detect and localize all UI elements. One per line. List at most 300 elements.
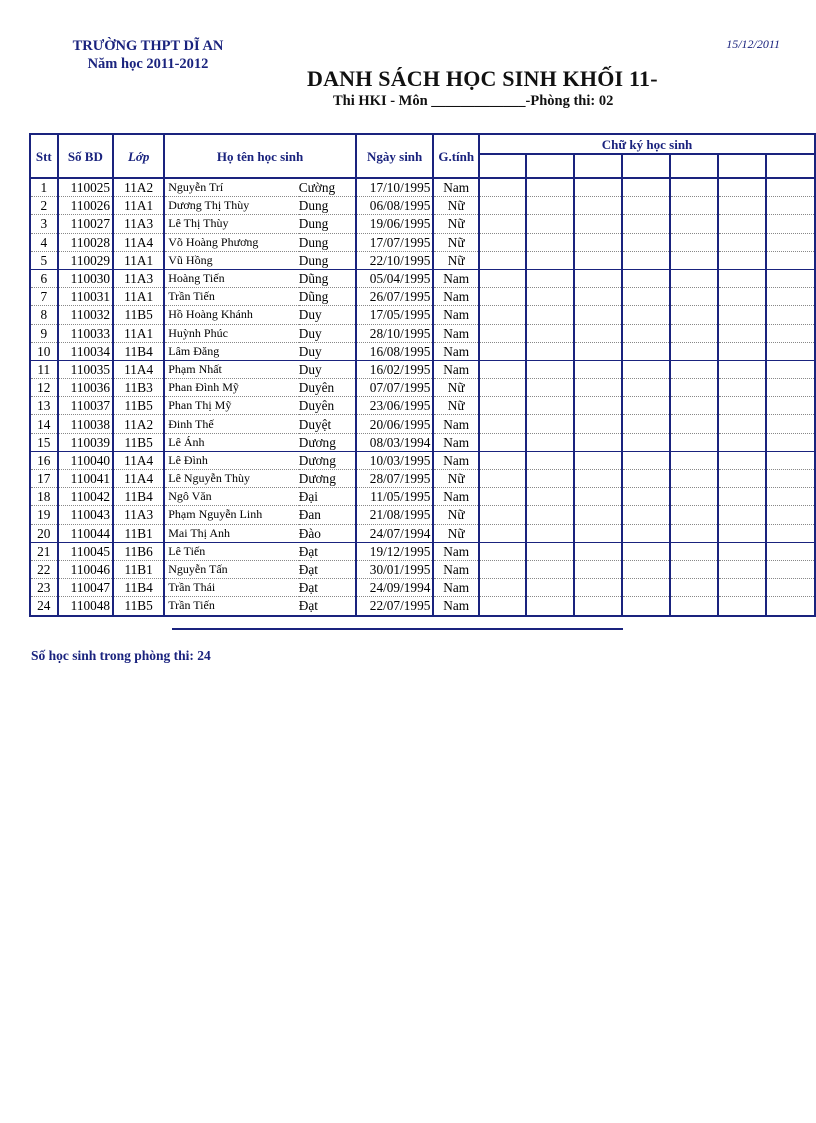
row-dob: 22/07/1995 (356, 597, 433, 616)
signature-cell[interactable] (766, 269, 815, 287)
signature-cell[interactable] (526, 542, 575, 560)
header-gender: G.tính (433, 134, 479, 178)
row-class: 11A4 (113, 451, 164, 469)
signature-cell[interactable] (526, 233, 575, 251)
signature-cell[interactable] (479, 397, 526, 415)
signature-cell[interactable] (718, 379, 767, 397)
row-gender: Nữ (433, 251, 479, 269)
row-class: 11B5 (113, 397, 164, 415)
signature-cell[interactable] (574, 451, 622, 469)
signature-cell[interactable] (718, 415, 767, 433)
header-sbd: Số BD (58, 134, 113, 178)
signature-cell[interactable] (670, 506, 718, 524)
signature-cell[interactable] (574, 415, 622, 433)
row-stt: 7 (30, 288, 58, 306)
row-sbd: 110027 (58, 215, 113, 233)
row-dob: 24/07/1994 (356, 524, 433, 542)
signature-cell[interactable] (718, 360, 767, 378)
row-dob: 17/07/1995 (356, 233, 433, 251)
signature-cell[interactable] (526, 470, 575, 488)
signature-cell[interactable] (670, 324, 718, 342)
signature-cell[interactable] (526, 306, 575, 324)
signature-cell[interactable] (622, 488, 671, 506)
signature-cell[interactable] (479, 379, 526, 397)
signature-cell[interactable] (766, 415, 815, 433)
table-row (30, 324, 815, 342)
signature-cell[interactable] (574, 597, 622, 616)
row-gender: Nam (433, 597, 479, 616)
row-class: 11B4 (113, 488, 164, 506)
signature-cell[interactable] (766, 288, 815, 306)
signature-cell[interactable] (574, 215, 622, 233)
signature-cell[interactable] (766, 215, 815, 233)
row-stt: 8 (30, 306, 58, 324)
signature-cell[interactable] (574, 542, 622, 560)
row-surname: Phan Thị Mỹ (164, 397, 298, 415)
row-class: 11A4 (113, 360, 164, 378)
row-gender: Nam (433, 324, 479, 342)
signature-cell[interactable] (766, 506, 815, 524)
table-row (30, 433, 815, 451)
signature-cell[interactable] (574, 579, 622, 597)
signature-cell[interactable] (718, 288, 767, 306)
signature-cell[interactable] (766, 233, 815, 251)
signature-cell[interactable] (670, 215, 718, 233)
row-stt: 20 (30, 524, 58, 542)
signature-subcell (622, 154, 671, 178)
signature-cell[interactable] (670, 470, 718, 488)
signature-cell[interactable] (526, 251, 575, 269)
row-given-name: Duyên (299, 397, 356, 415)
row-dob: 20/06/1995 (356, 415, 433, 433)
row-given-name: Đan (299, 506, 356, 524)
signature-cell[interactable] (718, 597, 767, 616)
row-class: 11B6 (113, 542, 164, 560)
signature-cell[interactable] (766, 397, 815, 415)
signature-cell[interactable] (718, 269, 767, 287)
table-row (30, 451, 815, 469)
row-surname: Dương Thị Thùy (164, 197, 298, 215)
signature-cell[interactable] (479, 215, 526, 233)
row-class: 11A4 (113, 470, 164, 488)
row-sbd: 110030 (58, 269, 113, 287)
row-dob: 24/09/1994 (356, 579, 433, 597)
signature-cell[interactable] (574, 324, 622, 342)
signature-cell[interactable] (718, 178, 767, 197)
signature-cell[interactable] (526, 451, 575, 469)
signature-cell[interactable] (622, 451, 671, 469)
signature-cell[interactable] (670, 397, 718, 415)
signature-cell[interactable] (622, 397, 671, 415)
row-dob: 21/08/1995 (356, 506, 433, 524)
signature-cell[interactable] (526, 178, 575, 197)
signature-cell[interactable] (622, 379, 671, 397)
row-gender: Nam (433, 178, 479, 197)
table-row (30, 197, 815, 215)
signature-cell[interactable] (670, 197, 718, 215)
row-stt: 23 (30, 579, 58, 597)
row-stt: 9 (30, 324, 58, 342)
header-name: Họ tên học sinh (164, 134, 356, 178)
signature-cell[interactable] (574, 197, 622, 215)
row-dob: 17/05/1995 (356, 306, 433, 324)
signature-cell[interactable] (526, 415, 575, 433)
row-given-name: Đạt (299, 579, 356, 597)
row-sbd: 110037 (58, 397, 113, 415)
signature-cell[interactable] (766, 524, 815, 542)
signature-cell[interactable] (574, 360, 622, 378)
signature-cell[interactable] (622, 178, 671, 197)
signature-cell[interactable] (622, 215, 671, 233)
row-stt: 18 (30, 488, 58, 506)
signature-cell[interactable] (718, 579, 767, 597)
signature-cell[interactable] (479, 197, 526, 215)
signature-cell[interactable] (766, 451, 815, 469)
signature-cell[interactable] (718, 197, 767, 215)
row-given-name: Duy (299, 342, 356, 360)
signature-cell[interactable] (766, 579, 815, 597)
signature-cell[interactable] (526, 524, 575, 542)
row-gender: Nữ (433, 397, 479, 415)
signature-cell[interactable] (670, 542, 718, 560)
row-class: 11A3 (113, 215, 164, 233)
signature-cell[interactable] (622, 342, 671, 360)
signature-cell[interactable] (574, 433, 622, 451)
row-sbd: 110044 (58, 524, 113, 542)
signature-cell[interactable] (479, 178, 526, 197)
signature-cell[interactable] (574, 306, 622, 324)
signature-cell[interactable] (574, 178, 622, 197)
signature-cell[interactable] (574, 269, 622, 287)
signature-cell[interactable] (622, 506, 671, 524)
signature-cell[interactable] (479, 542, 526, 560)
signature-cell[interactable] (526, 360, 575, 378)
signature-cell[interactable] (766, 324, 815, 342)
row-given-name: Đạt (299, 542, 356, 560)
row-class: 11A3 (113, 506, 164, 524)
row-class: 11B5 (113, 597, 164, 616)
table-row (30, 306, 815, 324)
row-given-name: Đại (299, 488, 356, 506)
signature-cell[interactable] (622, 542, 671, 560)
signature-cell[interactable] (670, 251, 718, 269)
signature-cell[interactable] (479, 306, 526, 324)
signature-cell[interactable] (574, 506, 622, 524)
signature-cell[interactable] (622, 470, 671, 488)
row-class: 11B1 (113, 560, 164, 578)
signature-cell[interactable] (479, 488, 526, 506)
signature-cell[interactable] (526, 379, 575, 397)
signature-cell[interactable] (766, 542, 815, 560)
row-sbd: 110031 (58, 288, 113, 306)
row-surname: Mai Thị Anh (164, 524, 298, 542)
signature-cell[interactable] (479, 506, 526, 524)
table-row (30, 397, 815, 415)
signature-cell[interactable] (574, 233, 622, 251)
signature-cell[interactable] (526, 324, 575, 342)
signature-cell[interactable] (718, 451, 767, 469)
row-sbd: 110034 (58, 342, 113, 360)
signature-cell[interactable] (479, 269, 526, 287)
signature-cell[interactable] (670, 269, 718, 287)
signature-cell[interactable] (718, 324, 767, 342)
signature-cell[interactable] (526, 197, 575, 215)
signature-cell[interactable] (622, 560, 671, 578)
signature-cell[interactable] (670, 451, 718, 469)
row-surname: Lâm Đăng (164, 342, 298, 360)
signature-subcell (479, 154, 526, 178)
signature-cell[interactable] (670, 597, 718, 616)
row-gender: Nam (433, 488, 479, 506)
signature-cell[interactable] (574, 397, 622, 415)
row-gender: Nữ (433, 197, 479, 215)
signature-cell[interactable] (622, 415, 671, 433)
signature-cell[interactable] (766, 379, 815, 397)
row-surname: Lê Ánh (164, 433, 298, 451)
table-row (30, 579, 815, 597)
row-class: 11B4 (113, 342, 164, 360)
signature-cell[interactable] (479, 251, 526, 269)
signature-cell[interactable] (479, 451, 526, 469)
signature-cell[interactable] (670, 415, 718, 433)
signature-cell[interactable] (574, 524, 622, 542)
row-sbd: 110045 (58, 542, 113, 560)
signature-cell[interactable] (718, 306, 767, 324)
row-gender: Nam (433, 451, 479, 469)
row-given-name: Duy (299, 360, 356, 378)
row-given-name: Duyệt (299, 415, 356, 433)
row-stt: 14 (30, 415, 58, 433)
signature-cell[interactable] (479, 597, 526, 616)
row-sbd: 110029 (58, 251, 113, 269)
row-surname: Phạm Nhất (164, 360, 298, 378)
row-dob: 07/07/1995 (356, 379, 433, 397)
row-surname: Lê Đình (164, 451, 298, 469)
signature-cell[interactable] (574, 470, 622, 488)
signature-cell[interactable] (670, 342, 718, 360)
row-class: 11A1 (113, 197, 164, 215)
signature-cell[interactable] (479, 233, 526, 251)
signature-cell[interactable] (526, 397, 575, 415)
signature-cell[interactable] (670, 360, 718, 378)
signature-cell[interactable] (622, 197, 671, 215)
signature-cell[interactable] (526, 342, 575, 360)
row-gender: Nam (433, 579, 479, 597)
row-stt: 17 (30, 470, 58, 488)
signature-cell[interactable] (526, 269, 575, 287)
row-gender: Nam (433, 542, 479, 560)
header-class: Lớp (113, 134, 164, 178)
signature-cell[interactable] (479, 342, 526, 360)
signature-cell[interactable] (526, 433, 575, 451)
signature-cell[interactable] (622, 524, 671, 542)
signature-cell[interactable] (718, 215, 767, 233)
row-stt: 15 (30, 433, 58, 451)
signature-cell[interactable] (622, 579, 671, 597)
row-surname: Võ Hoàng Phương (164, 233, 298, 251)
signature-cell[interactable] (622, 433, 671, 451)
signature-cell[interactable] (622, 360, 671, 378)
signature-cell[interactable] (718, 433, 767, 451)
signature-cell[interactable] (718, 251, 767, 269)
row-stt: 24 (30, 597, 58, 616)
header-signature: Chữ ký học sinh (479, 134, 815, 154)
signature-cell[interactable] (622, 251, 671, 269)
row-sbd: 110026 (58, 197, 113, 215)
signature-cell[interactable] (670, 178, 718, 197)
signature-cell[interactable] (670, 233, 718, 251)
signature-cell[interactable] (622, 597, 671, 616)
table-row (30, 233, 815, 251)
signature-cell[interactable] (670, 379, 718, 397)
row-given-name: Duy (299, 306, 356, 324)
row-stt: 19 (30, 506, 58, 524)
table-row (30, 269, 815, 287)
signature-subcell (670, 154, 718, 178)
signature-cell[interactable] (718, 560, 767, 578)
page-subtitle: Thi HKI - Môn _____________-Phòng thi: 02 (333, 93, 614, 109)
signature-cell[interactable] (479, 579, 526, 597)
school-name: TRƯỜNG THPT DĨ AN (72, 38, 224, 54)
signature-cell[interactable] (622, 324, 671, 342)
signature-cell[interactable] (766, 560, 815, 578)
signature-cell[interactable] (574, 251, 622, 269)
signature-cell[interactable] (574, 288, 622, 306)
row-stt: 21 (30, 542, 58, 560)
signature-subcell (718, 154, 767, 178)
row-stt: 2 (30, 197, 58, 215)
signature-cell[interactable] (622, 269, 671, 287)
row-class: 11A2 (113, 178, 164, 197)
row-stt: 3 (30, 215, 58, 233)
row-gender: Nam (433, 433, 479, 451)
signature-cell[interactable] (766, 178, 815, 197)
row-surname: Vũ Hồng (164, 251, 298, 269)
signature-cell[interactable] (718, 397, 767, 415)
row-sbd: 110038 (58, 415, 113, 433)
row-gender: Nam (433, 269, 479, 287)
signature-cell[interactable] (574, 379, 622, 397)
signature-cell[interactable] (479, 560, 526, 578)
signature-cell[interactable] (622, 306, 671, 324)
signature-cell[interactable] (766, 197, 815, 215)
row-sbd: 110033 (58, 324, 113, 342)
signature-cell[interactable] (670, 560, 718, 578)
signature-cell[interactable] (670, 488, 718, 506)
signature-cell[interactable] (479, 433, 526, 451)
row-dob: 23/06/1995 (356, 397, 433, 415)
row-surname: Lê Tiến (164, 542, 298, 560)
signature-cell[interactable] (766, 306, 815, 324)
signature-cell[interactable] (670, 433, 718, 451)
signature-cell[interactable] (766, 470, 815, 488)
row-given-name: Duy (299, 324, 356, 342)
signature-cell[interactable] (622, 288, 671, 306)
row-class: 11A3 (113, 269, 164, 287)
signature-cell[interactable] (718, 233, 767, 251)
row-gender: Nữ (433, 379, 479, 397)
signature-cell[interactable] (766, 342, 815, 360)
signature-cell[interactable] (526, 288, 575, 306)
signature-cell[interactable] (526, 215, 575, 233)
signature-cell[interactable] (574, 560, 622, 578)
signature-cell[interactable] (766, 597, 815, 616)
row-given-name: Dung (299, 233, 356, 251)
signature-cell[interactable] (526, 579, 575, 597)
signature-cell[interactable] (766, 488, 815, 506)
row-sbd: 110043 (58, 506, 113, 524)
row-surname: Huỳnh Phúc (164, 324, 298, 342)
row-gender: Nam (433, 360, 479, 378)
signature-cell[interactable] (670, 579, 718, 597)
signature-cell[interactable] (526, 488, 575, 506)
row-surname: Nguyễn Trí (164, 178, 298, 197)
row-stt: 12 (30, 379, 58, 397)
signature-cell[interactable] (479, 288, 526, 306)
row-stt: 5 (30, 251, 58, 269)
signature-cell[interactable] (718, 524, 767, 542)
row-gender: Nam (433, 342, 479, 360)
signature-cell[interactable] (526, 597, 575, 616)
row-gender: Nam (433, 306, 479, 324)
row-dob: 06/08/1995 (356, 197, 433, 215)
row-dob: 17/10/1995 (356, 178, 433, 197)
table-row (30, 560, 815, 578)
signature-cell[interactable] (766, 433, 815, 451)
signature-cell[interactable] (670, 524, 718, 542)
signature-cell[interactable] (479, 360, 526, 378)
row-gender: Nữ (433, 233, 479, 251)
row-stt: 10 (30, 342, 58, 360)
row-class: 11A1 (113, 251, 164, 269)
signature-cell[interactable] (526, 506, 575, 524)
signature-cell[interactable] (479, 470, 526, 488)
row-class: 11B5 (113, 433, 164, 451)
signature-cell[interactable] (718, 506, 767, 524)
row-surname: Lê Nguyễn Thùy (164, 470, 298, 488)
signature-cell[interactable] (670, 306, 718, 324)
signature-cell[interactable] (574, 488, 622, 506)
signature-cell[interactable] (670, 288, 718, 306)
row-gender: Nữ (433, 215, 479, 233)
row-dob: 30/01/1995 (356, 560, 433, 578)
row-dob: 22/10/1995 (356, 251, 433, 269)
signature-cell[interactable] (526, 560, 575, 578)
row-surname: Nguyễn Tấn (164, 560, 298, 578)
row-sbd: 110025 (58, 178, 113, 197)
student-rows (30, 178, 815, 616)
row-surname: Trần Thái (164, 579, 298, 597)
signature-cell[interactable] (766, 251, 815, 269)
row-surname: Hoàng Tiến (164, 269, 298, 287)
signature-cell[interactable] (622, 233, 671, 251)
signature-cell[interactable] (574, 342, 622, 360)
signature-cell[interactable] (479, 524, 526, 542)
signature-cell[interactable] (766, 360, 815, 378)
row-class: 11A1 (113, 288, 164, 306)
row-class: 11A2 (113, 415, 164, 433)
signature-cell[interactable] (718, 488, 767, 506)
signature-cell[interactable] (479, 415, 526, 433)
row-gender: Nam (433, 288, 479, 306)
signature-cell[interactable] (479, 324, 526, 342)
row-class: 11A1 (113, 324, 164, 342)
row-given-name: Dương (299, 470, 356, 488)
signature-cell[interactable] (718, 470, 767, 488)
signature-cell[interactable] (718, 542, 767, 560)
signature-cell[interactable] (718, 342, 767, 360)
row-sbd: 110028 (58, 233, 113, 251)
